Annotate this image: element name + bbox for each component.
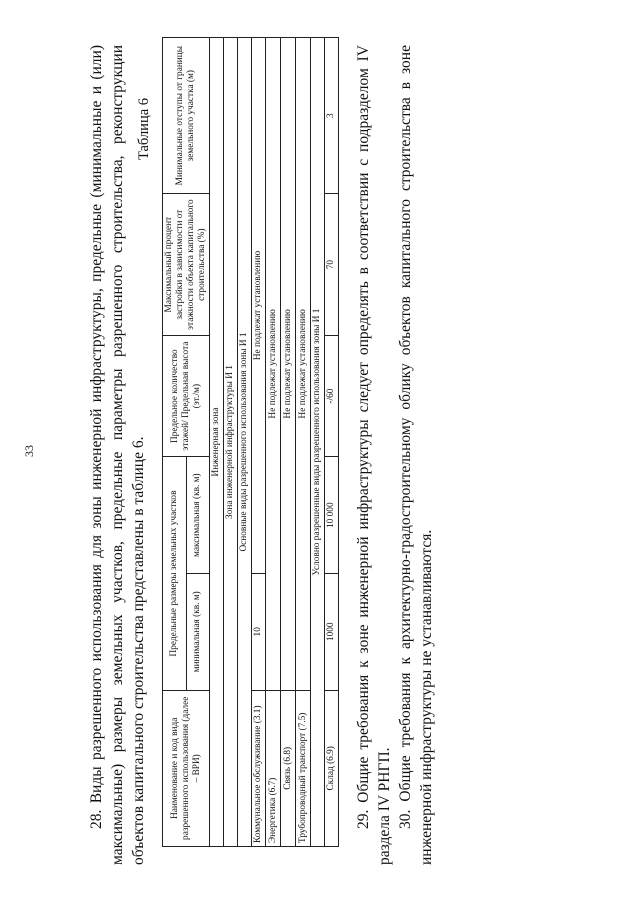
row-not-subject-comm: Не подлежат установлению	[281, 38, 296, 691]
row-floors-warehouse: -/60	[325, 335, 339, 457]
row-not-subject-pipe: Не подлежат установлению	[296, 38, 311, 691]
header-max: максимальная (кв. м)	[186, 457, 210, 574]
row-name-warehouse: Склад (6.9)	[325, 690, 339, 846]
paragraph-28: 28. Виды разрешенного использования для зоны инженерной инфраструктуры, предельные (минимальные и (или) максимальные) размеры земельных участков, предельные параметры разрешенного строительства, реконструкции объектов капитального строительства представлены в таблице 6.	[88, 45, 147, 865]
row-name-pipe: Трубопроводный транспорт (7.5)	[296, 690, 311, 846]
table-caption: Таблица 6	[136, 97, 152, 160]
row-not-subject-communal: Не подлежат установлению	[252, 38, 266, 574]
header-coverage: Максимальный процент застройки в зависимости от этажности объекта капитального строительства (%)	[163, 194, 210, 335]
table-row	[252, 38, 266, 847]
table-header-row	[163, 38, 187, 847]
paragraph-29: 29. Общие требования к зоне инженерной инфраструктуры следует определять в соответствии с подразделом IV раздела IV РНГП.	[355, 45, 393, 865]
row-name-communal: Коммунальное обслуживание (3.1)	[252, 690, 266, 846]
subzone-row	[224, 38, 238, 847]
row-name-comm: Связь (6.8)	[281, 690, 296, 846]
header-setbacks: Минимальные отступы от границы земельного участка (м)	[163, 38, 210, 194]
paragraph-30: 30. Общие требования к архитектурно-градостроительному облику объектов капитального строительства в зоне инженерной инфраструктуры не устанавливаются.	[397, 45, 435, 865]
header-floors: Предельное количество этажей/ Предельная высота (эт./м)	[163, 335, 210, 457]
zone-row	[210, 38, 224, 847]
table-row	[266, 38, 281, 847]
row-not-subject-energy: Не подлежат установлению	[266, 38, 281, 691]
row-min-communal: 10	[252, 573, 266, 690]
row-name-energy: Энергетика (6.7)	[266, 690, 281, 846]
parameters-table	[162, 37, 339, 847]
conditional-title: Условно разрешенные виды разрешенного использования зоны И 1	[311, 38, 325, 847]
basic-title: Основные виды разрешенного использования зоны И 1	[238, 38, 252, 847]
zone-title: Инженерная зона	[210, 38, 224, 847]
subzone-title: Зона инженерной инфраструктуры И 1	[224, 38, 238, 847]
row-setbacks-warehouse: 3	[325, 38, 339, 194]
header-min: минимальная (кв. м)	[186, 573, 210, 690]
table-row	[325, 38, 339, 847]
row-min-warehouse: 1000	[325, 573, 339, 690]
table-row	[281, 38, 296, 847]
row-coverage-warehouse: 70	[325, 194, 339, 335]
header-plot-sizes: Предельные размеры земельных участков	[163, 457, 187, 690]
page-number: 33	[22, 445, 36, 457]
header-name: Наименование и код вида разрешенного использования (далее – ВРИ)	[163, 690, 210, 846]
conditional-row	[311, 38, 325, 847]
row-max-warehouse: 10 000	[325, 457, 339, 574]
basic-row	[238, 38, 252, 847]
table-row	[296, 38, 311, 847]
